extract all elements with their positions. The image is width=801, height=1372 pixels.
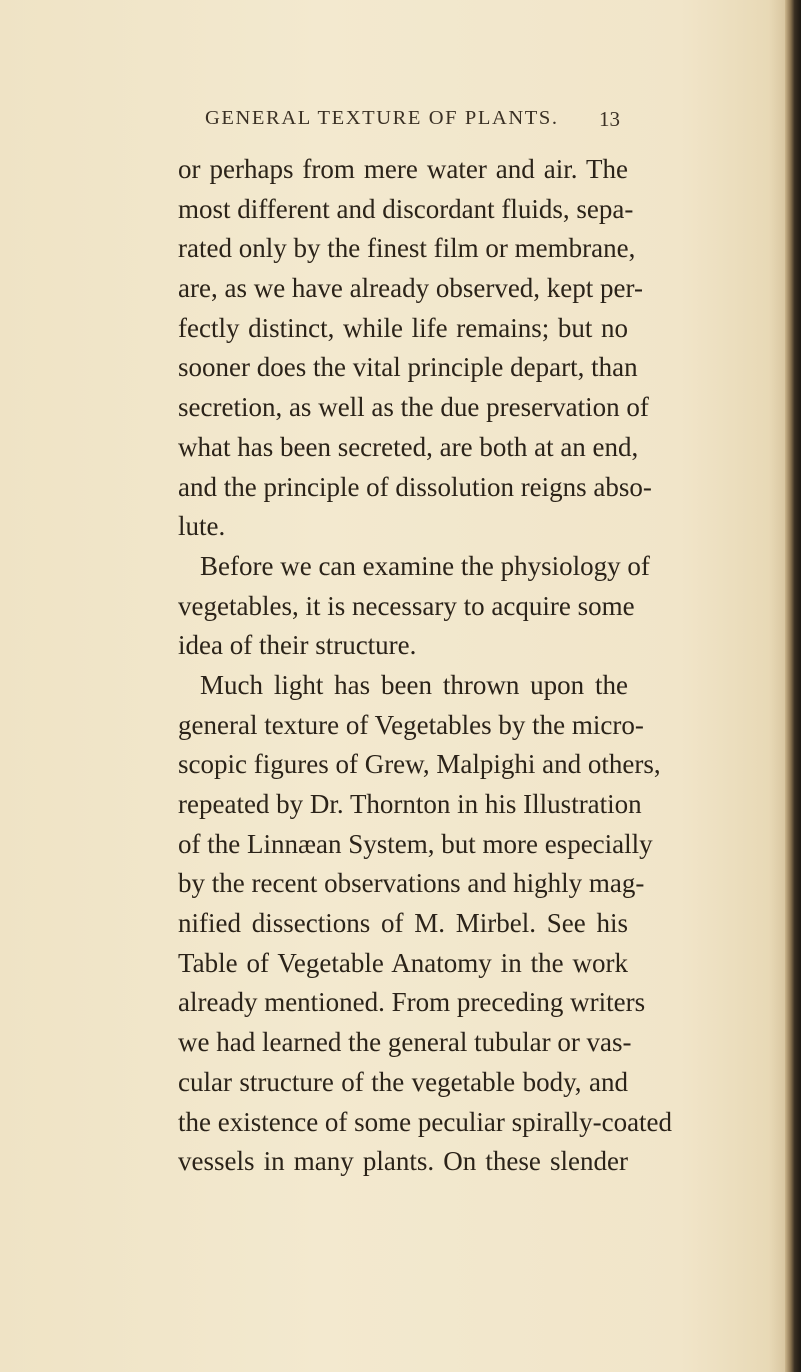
text-line: vegetables, it is necessary to acquire some: [178, 590, 635, 621]
text-line: are, as we have already observed, kept per-: [178, 273, 643, 304]
text-line: nified dissections of M. Mirbel. See his: [178, 908, 628, 939]
text-line: scopic figures of Grew, Malpighi and others,: [178, 749, 661, 780]
body-text: [178, 150, 673, 1182]
text-line: sooner does the vital principle depart, than: [178, 352, 638, 383]
page-number: 13: [599, 107, 620, 131]
text-line: the existence of some peculiar spirally-coated: [178, 1106, 673, 1137]
text-line: Table of Vegetable Anatomy in the work: [178, 947, 628, 978]
running-head: [0, 107, 801, 137]
text-line: rated only by the finest film or membrane,: [178, 233, 636, 264]
running-head-title: GENERAL TEXTURE OF PLANTS.: [205, 107, 559, 129]
text-line: we had learned the general tubular or vas-: [178, 1027, 632, 1058]
text-line: idea of their structure.: [178, 630, 417, 661]
text-line: already mentioned. From preceding writers: [178, 987, 646, 1018]
text-line: most different and discordant fluids, sepa-: [178, 193, 634, 224]
text-line: by the recent observations and highly mag-: [178, 868, 645, 899]
text-line: fectly distinct, while life remains; but no: [178, 312, 628, 343]
text-line: Before we can examine the physiology of: [200, 550, 650, 581]
text-line: repeated by Dr. Thornton in his Illustration: [178, 789, 642, 819]
text-line: what has been secreted, are both at an end,: [178, 431, 639, 462]
text-line: or perhaps from mere water and air. The: [178, 154, 628, 184]
text-line: of the Linnæan System, but more especially: [178, 828, 653, 859]
text-line: vessels in many plants. On these slender: [178, 1146, 628, 1177]
page-binding-edge: [785, 0, 801, 1372]
text-line: general texture of Vegetables by the micro-: [178, 709, 644, 740]
text-line: and the principle of dissolution reigns abso-: [178, 471, 652, 502]
text-line: lute.: [178, 511, 226, 542]
text-line: cular structure of the vegetable body, and: [178, 1066, 628, 1097]
text-line: secretion, as well as the due preservation of: [178, 392, 649, 423]
text-line: Much light has been thrown upon the: [200, 669, 628, 700]
